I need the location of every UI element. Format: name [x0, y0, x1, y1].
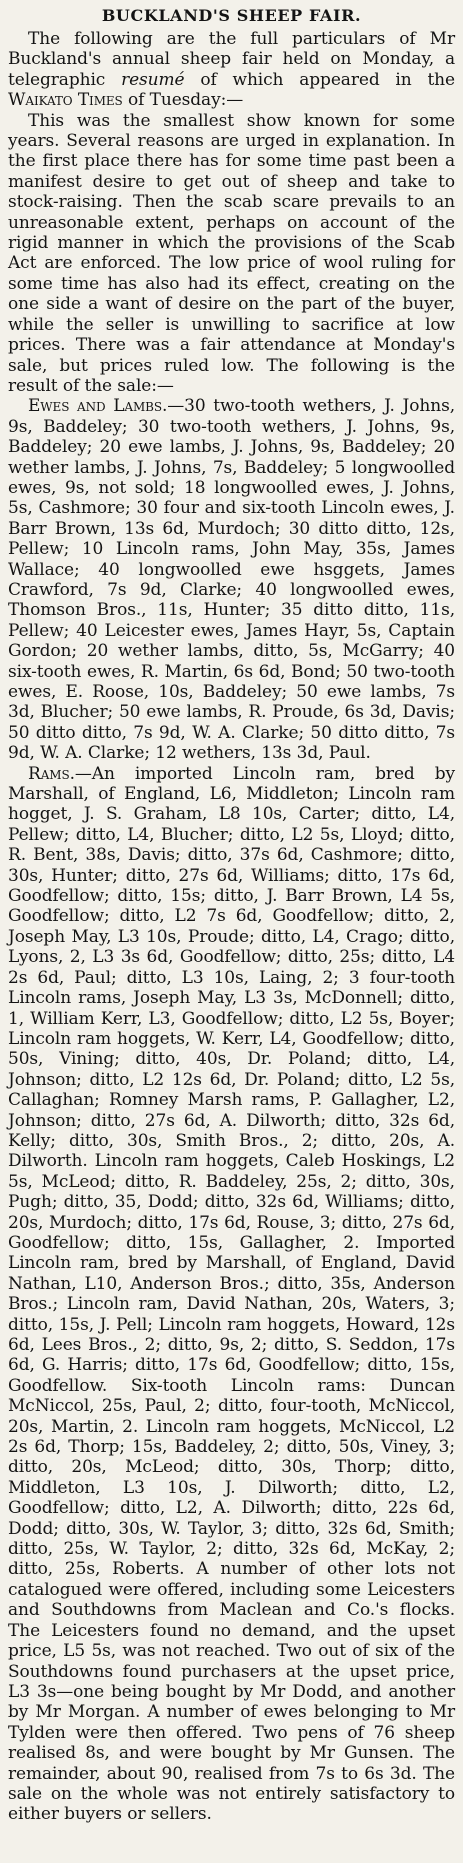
intro-italic-word: resumé: [121, 69, 185, 90]
explanation-paragraph: This was the smallest show known for some years. Several reasons are urged in explanation. In the first place there has for some time past been a manifest desire to get out of sheep and take to stock-raising. Then the scab scare prevails to an unreasonable extent, perhaps on account of the rigid manner in which the provisions of the Scab Act are enforced. The low price of wool ruling for some time has also had its effect, creating on the one side a want of desire on the part of the buyer, while the seller is unwilling to sacrifice at low prices. There was a fair attendance at Monday's sale, but prices ruled low. The following is the result of the sale:—: [8, 110, 455, 396]
rams-label: Rams.: [28, 763, 75, 784]
intro-text-end: of Tuesday:—: [122, 90, 244, 111]
article-headline: BUCKLAND'S SHEEP FAIR.: [101, 6, 362, 25]
intro-text-start: The following are the full particulars of Mr Buckland's annual sheep fair held on Monday, a telegraphic: [8, 29, 455, 90]
ewes-and-lambs-paragraph: [8, 396, 455, 763]
rams-text: —An imported Lincoln ram, bred by Marshall, of England, L6, Middleton; Lincoln ram hogget, J. S. Graham, L8 10s, Carter; ditto, L4, Pellew; ditto, L4, Blucher; ditto, L2 5s, Lloyd; ditto, R. Bent, 38s, Davis; ditto, 37s 6d, Cashmore; ditto, 30s, Hunter; ditto, 27s 6d, Williams; ditto, 17s 6d, Goodfellow; ditto, 15s; ditto, J. Barr Brown, L4 5s, Goodfellow; ditto, L2 7s 6d, Goodfellow; ditto, 2, Joseph May, L3 10s, Proude; ditto, L4, Crago; ditto, Lyons, 2, L3 3s 6d, Goodfellow; ditto, 25s; ditto, L4 2s 6d, Paul; ditto, L3 10s, Laing, 2; 3 four-tooth Lincoln rams, Joseph May, L3 3s, McDonnell; ditto, 1, William Kerr, L3, Goodfellow; ditto, L2 5s, Boyer; Lincoln ram hoggets, W. Kerr, L4, Goodfellow; ditto, 50s, Vining; ditto, 40s, Dr. Poland; ditto, L4, Johnson; ditto, L2 12s 6d, Dr. Poland; ditto, L2 5s, Callaghan; Romney Marsh rams, P. Gallagher, L2, Johnson; ditto, 27s 6d, A. Dilworth; ditto, 32s 6d, Kelly; ditto, 30s, Smith Bros., 2; ditto, 20s, A. Dilworth. Lincoln ram hoggets, Caleb Hoskings, L2 5s, McLeod; ditto, R. Baddeley, 25s, 2; ditto, 30s, Pugh; ditto, 35, Dodd; ditto, 32s 6d, Williams; ditto, 20s, Murdoch; ditto, 17s 6d, Rouse, 3; ditto, 27s 6d, Goodfellow; ditto, 15s, Gallagher, 2. Imported Lincoln ram, bred by Marshall, of England, David Nathan, L10, Anderson Bros.; ditto, 35s, Anderson Bros.; Lincoln ram, David Nathan, 20s, Waters, 3; ditto, 15s, J. Pell; Lincoln ram hoggets, Howard, 12s 6d, Lees Bros., 2; ditto, 9s, 2; ditto, S. Seddon, 17s 6d, G. Harris; ditto, 17s 6d, Goodfellow; ditto, 15s, Goodfellow. Six-tooth Lincoln rams: Duncan McNiccol, 25s, Paul, 2; ditto, four-tooth, McNiccol, 20s, Martin, 2. Lincoln ram hoggets, McNiccol, L2 2s 6d, Thorp; 15s, Baddeley, 2; ditto, 50s, Viney, 3; ditto, 20s, McLeod; ditto, 30s, Thorp; ditto, Middleton, L3 10s, J. Dilworth; ditto, L2, Goodfellow; ditto, L2, A. Dilworth; ditto, 22s 6d, Dodd; ditto, 30s, W. Taylor, 3; ditto, 32s 6d, Smith; ditto, 25s, W. Taylor, 2; ditto, 32s 6d, McKay, 2; ditto, 25s, Roberts. A number of other lots not catalogued were offered, including some Leicesters and Southdowns from Maclean and Co.'s flocks. The Leicesters found no demand, and the upset price, L5 5s, was not reached. Two out of six of the Southdowns found purchasers at the upset price, L3 3s—one being bought by Mr Dodd, and another by Mr Morgan. A number of ewes belonging to Mr Tylden were then offered. Two pens of 76 sheep realised 8s, and were bought by Mr Gunsen. The remainder, about 90, realised from 7s to 6s 3d. The sale on the whole was not entirely satisfactory to either buyers or sellers.: [8, 763, 455, 1825]
ewes-and-lambs-text: —30 two-tooth wethers, J. Johns, 9s, Baddeley; 30 two-tooth wethers, J. Johns, 9s, Baddeley; 20 ewe lambs, J. Johns, 9s, Baddeley; 20 wether lambs, J. Johns, 7s, Baddeley; 5 longwoolled ewes, 9s, not sold; 18 longwoolled ewes, J. Johns, 5s, Cashmore; 30 four and six-tooth Lincoln ewes, J. Barr Brown, 13s 6d, Murdoch; 30 ditto ditto, 12s, Pellew; 10 Lincoln rams, John May, 35s, James Wallace; 40 longwoolled ewe hsggets, James Crawford, 7s 9d, Clarke; 40 longwoolled ewes, Thomson Bros., 11s, Hunter; 35 ditto ditto, 11s, Pellew; 40 Leicester ewes, James Hayr, 5s, Captain Gordon; 20 wether lambs, ditto, 5s, McGarry; 40 six-tooth ewes, R. Martin, 6s 6d, Bond; 50 two-tooth ewes, E. Roose, 10s, Baddeley; 50 ewe lambs, 7s 3d, Blucher; 50 ewe lambs, R. Proude, 6s 3d, Davis; 50 ditto ditto, 7s 9d, W. A. Clarke; 50 ditto ditto, 7s 9d, W. A. Clarke; 12 wethers, 13s 3d, Paul.: [8, 396, 455, 764]
rams-paragraph: [8, 764, 455, 1825]
newspaper-name: Waikato Times: [8, 90, 123, 111]
intro-paragraph: [8, 29, 455, 111]
ewes-and-lambs-label: Ewes and Lambs.: [28, 396, 168, 417]
intro-text-middle: of which appeared in the: [184, 69, 455, 90]
